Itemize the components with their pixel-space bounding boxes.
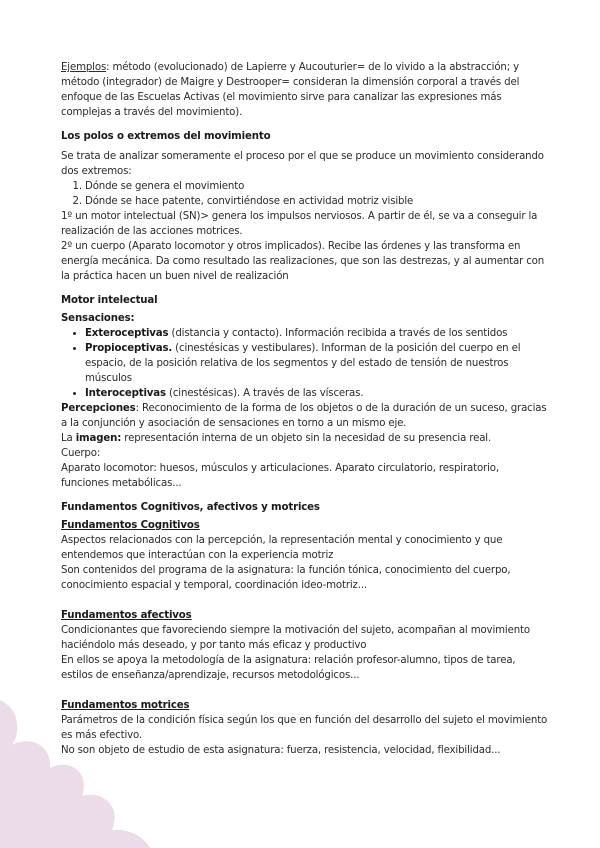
list-item: • Exteroceptivas (distancia y contacto). Información recibida a través de los sentidos — [85, 326, 549, 341]
cognitivos-paragraph-2: Son contenidos del programa de la asignatura: la función tónica, conocimiento del cuerpo, conocimiento espacial y temporal, coordinación ideo-motriz... — [61, 565, 511, 591]
polos-paragraph-1: 1º un motor intelectual (SN)> genera los impulsos nerviosos. A partir de él, se va a conseguir la realización de las acciones motrices. — [61, 211, 538, 237]
subheading-motrices: Fundamentos motrices — [61, 700, 190, 711]
cuerpo-label: Cuerpo: — [61, 448, 101, 459]
document-page — [61, 60, 549, 758]
subheading-cognitivos: Fundamentos Cognitivos — [61, 520, 200, 531]
section-heading-fundamentos: Fundamentos Cognitivos, afectivos y motrices — [61, 502, 320, 513]
polos-intro: Se trata de analizar someramente el proceso por el que se produce un movimiento considerando dos extremos: — [61, 151, 544, 177]
list-item: 2. Dónde se hace patente, convirtiéndose en actividad motriz visible — [85, 194, 549, 209]
list-item: • Propioceptivas. (cinestésicas y vestibulares). Informan de la posición del cuerpo en el espacio, de la posición relativa de los segmentos y del estado de tensión de nuestros músculos — [85, 341, 549, 386]
section-heading-polos: Los polos o extremos del movimiento — [61, 131, 271, 142]
afectivos-paragraph-1: Condicionantes que favoreciendo siempre la motivación del sujeto, acompañan al movimiento haciéndolo más deseado, y por tanto más eficaz y productivo — [61, 625, 530, 651]
sensaciones-list — [61, 326, 549, 401]
cognitivos-paragraph-1: Aspectos relacionados con la percepción, la representación mental y conocimiento y que entendemos que interactúan con la experiencia motriz — [61, 535, 503, 561]
percepciones-paragraph: Percepciones: Reconocimiento de la forma de los objetos o de la duración de un suceso, gracias a la conjunción y asociación de sensaciones en torno a un mismo eje. — [61, 403, 547, 429]
afectivos-paragraph-2: En ellos se apoya la metodología de la asignatura: relación profesor-alumno, tipos de tarea, estilos de enseñanza/aprendizaje, recursos metodológicos... — [61, 655, 516, 681]
motrices-paragraph-2: No son objeto de estudio de esta asignatura: fuerza, resistencia, velocidad, flexibilidad... — [61, 745, 501, 756]
list-item: 1. Dónde se genera el movimiento — [85, 179, 549, 194]
motrices-paragraph-1: Parámetros de la condición física según los que en función del desarrollo del sujeto el movimiento es más efectivo. — [61, 715, 548, 741]
sensaciones-label: Sensaciones: — [61, 313, 135, 324]
list-item: • Interoceptivas (cinestésicas). A través de las vísceras. — [85, 386, 549, 401]
polos-paragraph-2: 2º un cuerpo (Aparato locomotor y otros implicados). Recibe las órdenes y las transforma en energía mecánica. Da como resultado las realizaciones, que son las destrezas, y al aumentar con la práctica hacen un buen nivel de realización — [61, 241, 545, 282]
subheading-afectivos: Fundamentos afectivos — [61, 610, 192, 621]
imagen-paragraph: La imagen: representación interna de un objeto sin la necesidad de su presencia real. — [61, 433, 492, 444]
intro-paragraph: Ejemplos: método (evolucionado) de Lapierre y Aucouturier= de lo vivido a la abstracción; y método (integrador) de Maigre y Destrooper= consideran la dimensión corporal a través del enfoque de las Escuelas Activas (el movimiento sirve para canalizar las expresiones más complejas a través del movimiento). — [61, 62, 520, 118]
examples-label: Ejemplos — [61, 62, 107, 73]
section-heading-motor: Motor intelectual — [61, 295, 158, 306]
polos-list — [61, 179, 549, 209]
aparato-paragraph: Aparato locomotor: huesos, músculos y articulaciones. Aparato circulatorio, respiratorio, funciones metabólicas... — [61, 463, 499, 489]
